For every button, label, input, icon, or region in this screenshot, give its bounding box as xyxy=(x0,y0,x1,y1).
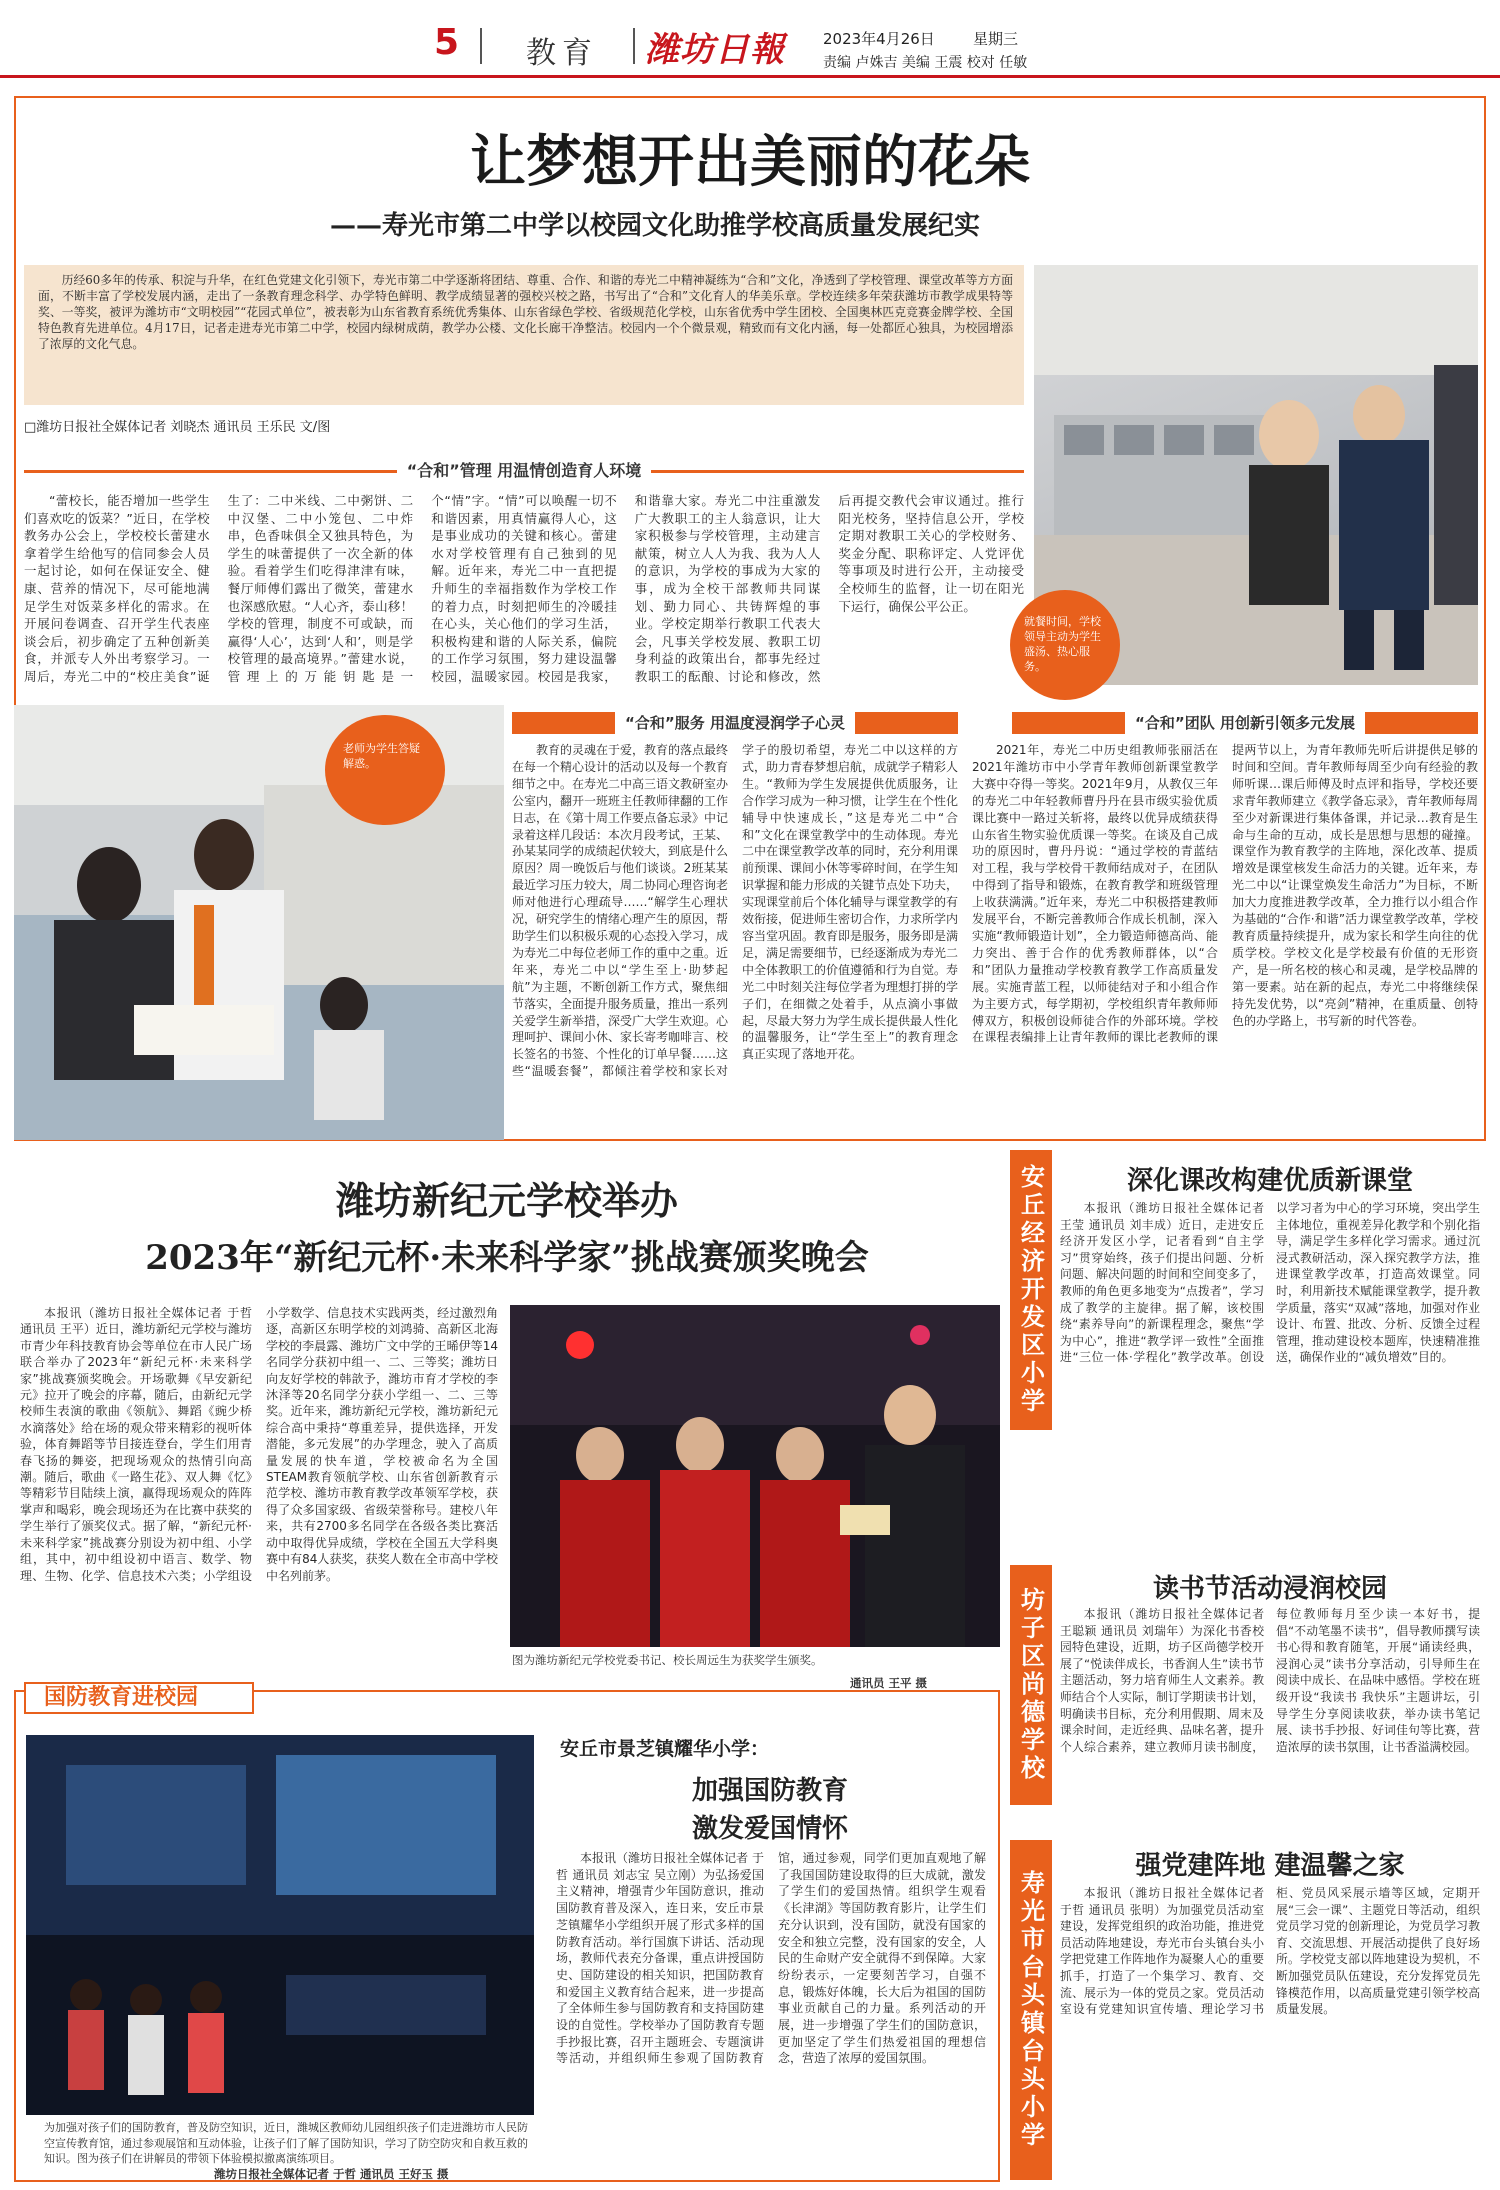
section-heading-management xyxy=(24,460,1024,482)
side-story-3-school: 寿光市台头镇台头小学 xyxy=(1010,1840,1052,2180)
side-story-1-title: 深化课改构建优质新课堂 xyxy=(1126,1166,1413,1196)
award-photo xyxy=(510,1305,1000,1647)
defense-text xyxy=(556,1850,986,2175)
defense-photo-drawing xyxy=(26,1735,534,2115)
defense-photo xyxy=(26,1735,534,2115)
side-story-1-paragraph: 本报讯（潍坊日报社全媒体记者 王莹 通讯员 刘丰成）近日，走进安丘经济开发区小学，记者看到“自主学习”贯穿始终，孩子们提出问题、分析问题、解决问题的时间和空间变多了，教师的角色更多地变为“点拨者”，学习成了教学的主旋律。据了解，该校围绕“素养导向”的新课程理念，聚焦“学为中心”，推进“教学评一致性”全面推进“三位一体·学程化”教学改革。创设以学习者为中心的学习环境，突出学生主体地位，重视差异化教学和个别化指导，满足学生多样化学习需求。通过沉浸式教研活动，深入探究教学方法，推进课堂教学改革，打造高效课堂。同时，利用新技术赋能课堂教学，提升教学质量，落实“双减”落地，加强对作业设计、布置、批改、分析、反馈全过程管理，推动建设校本题库，快速精准推送，确保作业的“减负增效”目的。 xyxy=(1060,1201,1480,1365)
side-story-2-title: 读书节活动浸润校园 xyxy=(1152,1574,1387,1604)
paper-logo: 潍坊日報 xyxy=(645,30,785,70)
section-service-text xyxy=(512,742,958,1132)
defense-school-name: 安丘市景芝镇耀华小学： xyxy=(560,1738,770,1760)
section-service-paragraph: 教育的灵魂在于爱，教育的落点最终在每一个精心设计的活动以及每一个教育细节之中。在寿光二中高三语文教研室办公室内，翻开一班班主任教师律翻的工作日志，在《第十周工作要点备忘录》中记录着这样几段话：本次月段考试，王某、孙某某同学的成绩起伏较大，到底是什么原因？周一晚饭后与他们谈谈。2班某某最近学习压力较大，周二协同心理咨询老师对他进行心理疏导……“解学生心理状况，研究学生的情绪心理产生的原因，帮助学生们以积极乐观的心态投入学习，成为寿光二中每位老师工作的重中之重。近年来，寿光二中以“学生至上·助梦起航”为主题，不断创新工作方式，聚焦细节落实，全面提升服务质量，推出一系列关爱学生新举措，深受广大学生欢迎。心理呵护、课间小休、家长寄考咖啡言、校长签名的书签、个性化的订单早餐……这些“温暖套餐”，都倾注着学校和家长对学子的殷切希望，寿光二中以这样的方式，助力青春梦想启航，成就学子精彩人生。“教师为学生发展提供优质服务，让合作学习成为一种习惯，让学生在个性化辅导中快速成长，”这是寿光二中“合和”文化在课堂教学中的生动体现。寿光二中在课堂教学改革的同时，充分利用课前预课、课间小休等零碎时间，在学生知识掌握和能力形成的关键节点处下功夫，实现课堂前后个体化辅导与课堂教学的有效衔接，促进师生密切合作，力求所学内容当堂巩固。教育即是服务，服务即是满足，满足需要细节，已经逐渐成为寿光二中全体教职工的价值遵循和行为自觉。寿光二中时刻关注每位学者为理想打拼的学子们，在细微之处着手，从点滴小事做起，尽最大努力为学生成长提供最人性化的温馨服务，让“学生至上”的教育理念真正实现了落地开花。 xyxy=(512,743,958,1079)
section-heading-team xyxy=(1012,712,1478,734)
issue-weekday: 星期三 xyxy=(973,30,1019,48)
side-story-3-title: 强党建阵地 建温馨之家 xyxy=(1135,1851,1405,1881)
side-story-1-school: 安丘经济开发区小学 xyxy=(1010,1150,1052,1430)
issue-date: 2023年4月26日 xyxy=(823,30,935,48)
side-story-1-text xyxy=(1060,1200,1480,1540)
side-story-2-paragraph: 本报讯（潍坊日报社全媒体记者 王聪颖 通讯员 刘瑞年）为深化书香校园特色建设，近期，坊子区尚德学校开展了“悦读伴成长，书香润人生”读书节主题活动，努力培育师生人文素养。教师结合个人实际，制订学期读书计划，明确读书目标，充分利用假期、周末及课余时间，走近经典、品味名著，提升个人综合素养，建立教师月读书制度，每位教师每月至少读一本好书，提倡“不动笔墨不读书”，倡导教师撰写读书心得和教育随笔，开展“诵读经典，浸润心灵”读书分享活动，引导师生在阅读中成长、在品味中感悟。学校在班级开设“我读书 我快乐”主题讲坛，引导学生分享阅读收获，举办读书笔记展、读书手抄报、好词佳句等比赛，营造浓厚的读书氛围，让书香溢满校园。 xyxy=(1060,1607,1480,1754)
defense-paragraph: 本报讯（潍坊日报社全媒体记者 于哲 通讯员 刘志宝 吴立刚）为弘扬爱国主义精神，增强青少年国防意识，推动国防教育普及深入，连日来，安丘市景芝镇耀华小学组织开展了形式多样的国防教育活动。举行国旗下讲话、活动现场，教师代表充分备课，重点讲授国防史、国防建设的相关知识，把国防教育和爱国主义教育结合起来，进一步提高了全体师生参与国防教育和支持国防建设的自觉性。学校举办了国防教育专题手抄报比赛，召开主题班会、专题演讲等活动，并组织师生参观了国防教育馆，通过参观，同学们更加直观地了解了我国国防建设取得的巨大成就，激发了学生们的爱国热情。组织学生观看《长津湖》等国防教育影片，让学生们充分认识到，没有国防，就没有国家的安全和独立完整，没有国家的安全，人民的生命财产安全就得不到保障。大家纷纷表示，一定要刻苦学习，自强不息，锻炼好体魄，长大后为祖国的国防事业贡献自己的力量。系列活动的开展，进一步增强了学生们的国防意识，更加坚定了学生们热爱祖国的理想信念，营造了浓厚的爱国氛围。 xyxy=(556,1851,986,2066)
defense-banner-label: 国防教育进校园 xyxy=(44,1685,199,1710)
award-text xyxy=(20,1305,498,1675)
feature-intro: 历经60多年的传承、积淀与升华，在红色党建文化引领下，寿光市第二中学逐渐将团结、尊重、合作、和谐的寿光二中精神凝练为“合和”文化，净透到了学校管理、课堂改革等方方面面，不断丰富了学校发展内涵，走出了一条教育理念科学、办学特色鲜明、教学成绩显著的强校兴校之路，书写出了“合和”文化育人的华美乐章。学校连续多年荣获潍坊市教学成果特等奖、一等奖，被评为潍坊市“文明校园”“花园式单位”，被表彰为山东省教育系统优秀集体、山东省绿色学校、省级规范化学校，山东省优秀中学生团校、全国奥林匹克竞赛金牌学校、全国特色教育先进单位。4月17日，记者走进寿光市第二中学，校园内绿树成荫，教学办公楼、文化长廊干净整洁。校园内一个个微景观，精致而有文化内涵，每一处都匠心独具，为校园增添了浓厚的文化气息。 xyxy=(38,273,1013,351)
masthead-divider-2 xyxy=(633,28,635,64)
feature-byline: □潍坊日报社全媒体记者 刘晓杰 通讯员 王乐民 文/图 xyxy=(24,420,331,435)
award-photo-caption: 图为潍坊新纪元学校党委书记、校长周远生为获奖学生颁奖。 xyxy=(512,1653,823,1667)
section-heading-service xyxy=(512,712,958,734)
section-name: 教育 xyxy=(526,36,598,71)
masthead xyxy=(0,0,1500,78)
side-story-3-paragraph: 本报讯（潍坊日报社全媒体记者 于哲 通讯员 张明）为加强党员活动室建设，发挥党组织的政治功能，推进党员活动阵地建设，寿光市台头镇台头小学把党建工作阵地作为凝聚人心的重要抓手，打造了一个集学习、教育、交流、展示为一体的党员之家。党员活动室设有党建知识宣传墙、理论学习书柜、党员风采展示墙等区域，定期开展“三会一课”、主题党日等活动，组织党员学习党的创新理论，为党员学习教育、交流思想、开展活动提供了良好场所。学校党支部以阵地建设为契机，不断加强党员队伍建设，充分发挥党员先锋模范作用，以高质量党建引领学校高质量发展。 xyxy=(1060,1886,1480,2017)
section-heading-management-label: “合和”管理 用温情创造育人环境 xyxy=(397,460,652,482)
section-team-text xyxy=(972,742,1478,1132)
defense-photo-credit: 潍坊日报社全媒体记者 于哲 通讯员 王好玉 摄 xyxy=(214,2167,449,2181)
award-title-line2: 2023年“新纪元杯·未来科学家”挑战赛颁奖晚会 xyxy=(145,1238,869,1278)
defense-title-line2: 激发爱国情怀 xyxy=(691,1814,848,1844)
section-team-paragraph: 2021年，寿光二中历史组教师张丽活在2021年潍坊市中小学青年教师创新课堂教学大赛中夺得一等奖。2021年9月，从教仅三年的寿光二中年轻教师曹丹丹在县市级实验优质课比赛中一路过关斩将，最终以优异成绩获得山东省生物实验优质课一等奖。在谈及自己成功的原因时，曹丹丹说：“通过学校的青蓝结对工程，我与学校骨干教师结成对子，在团队中得到了指导和锻炼，在教育教学和班级管理上收获满满。”近年来，寿光二中积极搭建教师发展平台，不断完善教师合作成长机制，深入实施“教师锻造计划”，全力锻造师德高尚、能力突出、善于合作的优秀教师群体，以“合和”团队力量推动学校教育教学工作高质量发展。实施青蓝工程，以师徒结对子和小组合作为主要方式，每学期初，学校组织青年教师师傅双方，积极创设师徒合作的外部环境。学校在课程表编排上让青年教师的课比老教师的课提两节以上，为青年教师先听后讲提供足够的时间和空间。青年教师每周至少向有经验的教师听课…课后师傅及时点评和指导，学校还要求青年教师建立《教学备忘录》，青年教师每周至少对新课进行集体备课，并记录…教育是生命与生命的互动，成长是思想与思想的碰撞。课堂作为教育教学的主阵地，深化改革、提质增效是课堂核发生命活力的关键。近年来，寿光二中以“让课堂焕发生命活力”为目标，不断加大力度推进教学改革，全力推行以小组合作为基础的“合作·和谐”活力课堂教学改革，学校教育质量持续提升，成为家长和学生向往的优质学校。学校文化是学校最有价值的无形资产，是一所名校的核心和灵魂，是学校品牌的第一要素。站在新的起点，寿光二中将继续保持先发优势，以“亮剑”精神，在重质量、创特色的办学路上，书写新的时代答卷。 xyxy=(972,743,1478,1045)
award-photo-drawing xyxy=(510,1305,1000,1647)
award-photo-credit: 通讯员 王平 摄 xyxy=(850,1676,928,1690)
feature-subtitle: ——寿光市第二中学以校园文化助推学校高质量发展纪实 xyxy=(330,211,981,241)
editor-credits: 责编 卢姝吉 美编 王震 校对 任敏 xyxy=(823,55,1028,71)
section-heading-service-label: “合和”服务 用温度浸润学子心灵 xyxy=(615,712,855,734)
award-title-line1: 潍坊新纪元学校举办 xyxy=(335,1179,678,1223)
section-management-text xyxy=(24,492,1024,692)
caption-right-circle: 就餐时间，学校领导主动为学生盛汤、热心服务。 xyxy=(1010,590,1120,700)
page-number: 5 xyxy=(434,22,460,63)
section-management-paragraph: “蕾校长，能否增加一些学生们喜欢吃的饭菜？”近日，在学校教务办公会上，学校校长蕾建水拿着学生给他写的信同参会人员一起讨论，如何在保证安全、健康、营养的情况下，尽可能地满足学生对饭菜多样化的需求。在开展问卷调查、召开学生代表座谈会后，初步确定了五种创新美食，并派专人外出考察学习。一周后，寿光二中的“校庄美食”诞生了：二中米线、二中粥饼、二中汉堡、二中小笼包、二中炸串，色香味俱全又独具特色，为学生的味蕾提供了一次全新的体验。看着学生们吃得津津有味，餐厅师傅们露出了微笑，蕾建水也深感欣慰。“人心齐，泰山移！学校的管理，制度不可或缺，而赢得‘人心’，达到‘人和’，则是学校管理的最高境界。”蕾建水说，管理上的万能钥匙是一个“情”字。“情”可以唤醒一切不和谐因素，用真情赢得人心，这是事业成功的关键和核心。蕾建水对学校管理有自己独到的见解。近年来，寿光二中一直把提升师生的幸福指数作为学校工作的着力点，时刻把师生的冷暖挂在心头，关心他们的学习生活，积极构建和谐的人际关系，偏院的工作学习氛围，努力建设温馨校园，温暖家园。校园是我家，和谐靠大家。寿光二中注重激发广大教职工的主人翁意识，让大家积极参与学校管理，主动建言献策，树立人人为我、我为人人的意识，为学校的事成为大家的事，成为全校干部教师共同谋划、勤力同心、共铸辉煌的事业。学校定期举行教职工代表大会，凡事关学校发展、教职工切身利益的政策出台，都事先经过教职工的酝酿、讨论和修改，然后再提交教代会审议通过。推行阳光校务，坚持信息公开，学校定期对教职工关心的学校财务、奖金分配、职称评定、人党评优等事项及时进行公开，主动接受全校师生的监督，让一切在阳光下运行，确保公平公正。 xyxy=(24,493,1024,684)
feature-title: 让梦想开出美丽的花朵 xyxy=(470,129,1030,195)
caption-left-circle: 老师为学生答疑解惑。 xyxy=(325,715,445,825)
side-story-3-text xyxy=(1060,1885,1480,2182)
defense-title-line1: 加强国防教育 xyxy=(691,1776,848,1806)
section-heading-team-label: “合和”团队 用创新引领多元发展 xyxy=(1125,712,1365,734)
side-story-2-school: 坊子区尚德学校 xyxy=(1010,1565,1052,1805)
defense-photo-caption: 为加强对孩子们的国防教育，普及防空知识，近日，潍城区教师幼儿园组织孩子们走进潍坊市人民防空宣传教育馆，通过参观展馆和互动体验，让孩子们了解了国防知识，学习了防空防灾和自救互救的知识。图为孩子们在讲解员的带领下体验模拟撤离演练项目。 xyxy=(44,2121,528,2165)
defense-banner xyxy=(24,1682,254,1714)
masthead-divider xyxy=(480,28,482,64)
award-paragraph: 本报讯（潍坊日报社全媒体记者 于哲 通讯员 王平）近日，潍坊新纪元学校与潍坊市青少年科技教育协会等单位在市人民广场联合举办了2023年“新纪元杯·未来科学家”挑战赛颁奖晚会。开场歌舞《早安新纪元》拉开了晚会的序幕，随后，由新纪元学校师生表演的歌曲《领航》、舞蹈《豌少桥水滴落处》给在场的观众带来精彩的视听体验，体育舞蹈等节目接连登台，学生们用青春飞扬的舞姿，把现场观众的热情引向高潮。随后，歌曲《一路生花》、双人舞《忆》等精彩节目陆续上演，赢得现场观众的阵阵掌声和喝彩，晚会现场还为在比赛中获奖的学生举行了颁奖仪式。据了解，“新纪元杯·未来科学家”挑战赛分别设为初中组、小学组，其中，初中组设初中语言、数学、物理、生物、化学、信息技术六类；小学组设小学数学、信息技术实践两类，经过激烈角逐，高新区东明学校的刘鸿骑、高新区北海学校的李晨露、潍坊广文中学的王晞伊等14名同学分获初中组一、二、三等奖；潍坊日向友好学校的韩歆予，潍坊市育才学校的李沐泽等20名同学分获小学组一、二、三等奖。近年来，潍坊新纪元学校，潍坊新纪元综合高中秉持“尊重差异，提供选择，开发潜能，多元发展”的办学理念，驶入了高质量发展的快车道，学校被命名为全国STEAM教育领航学校、山东省创新教育示范学校、潍坊市教育教学改革领军学校，获得了众多国家级、省级荣誉称号。建校八年来，共有2700多名同学在各级各类比赛活动中取得优异成绩，学校在全国五大学科奥赛中有84人获奖，获奖人数在全市高中学校中名列前茅。 xyxy=(20,1306,498,1583)
